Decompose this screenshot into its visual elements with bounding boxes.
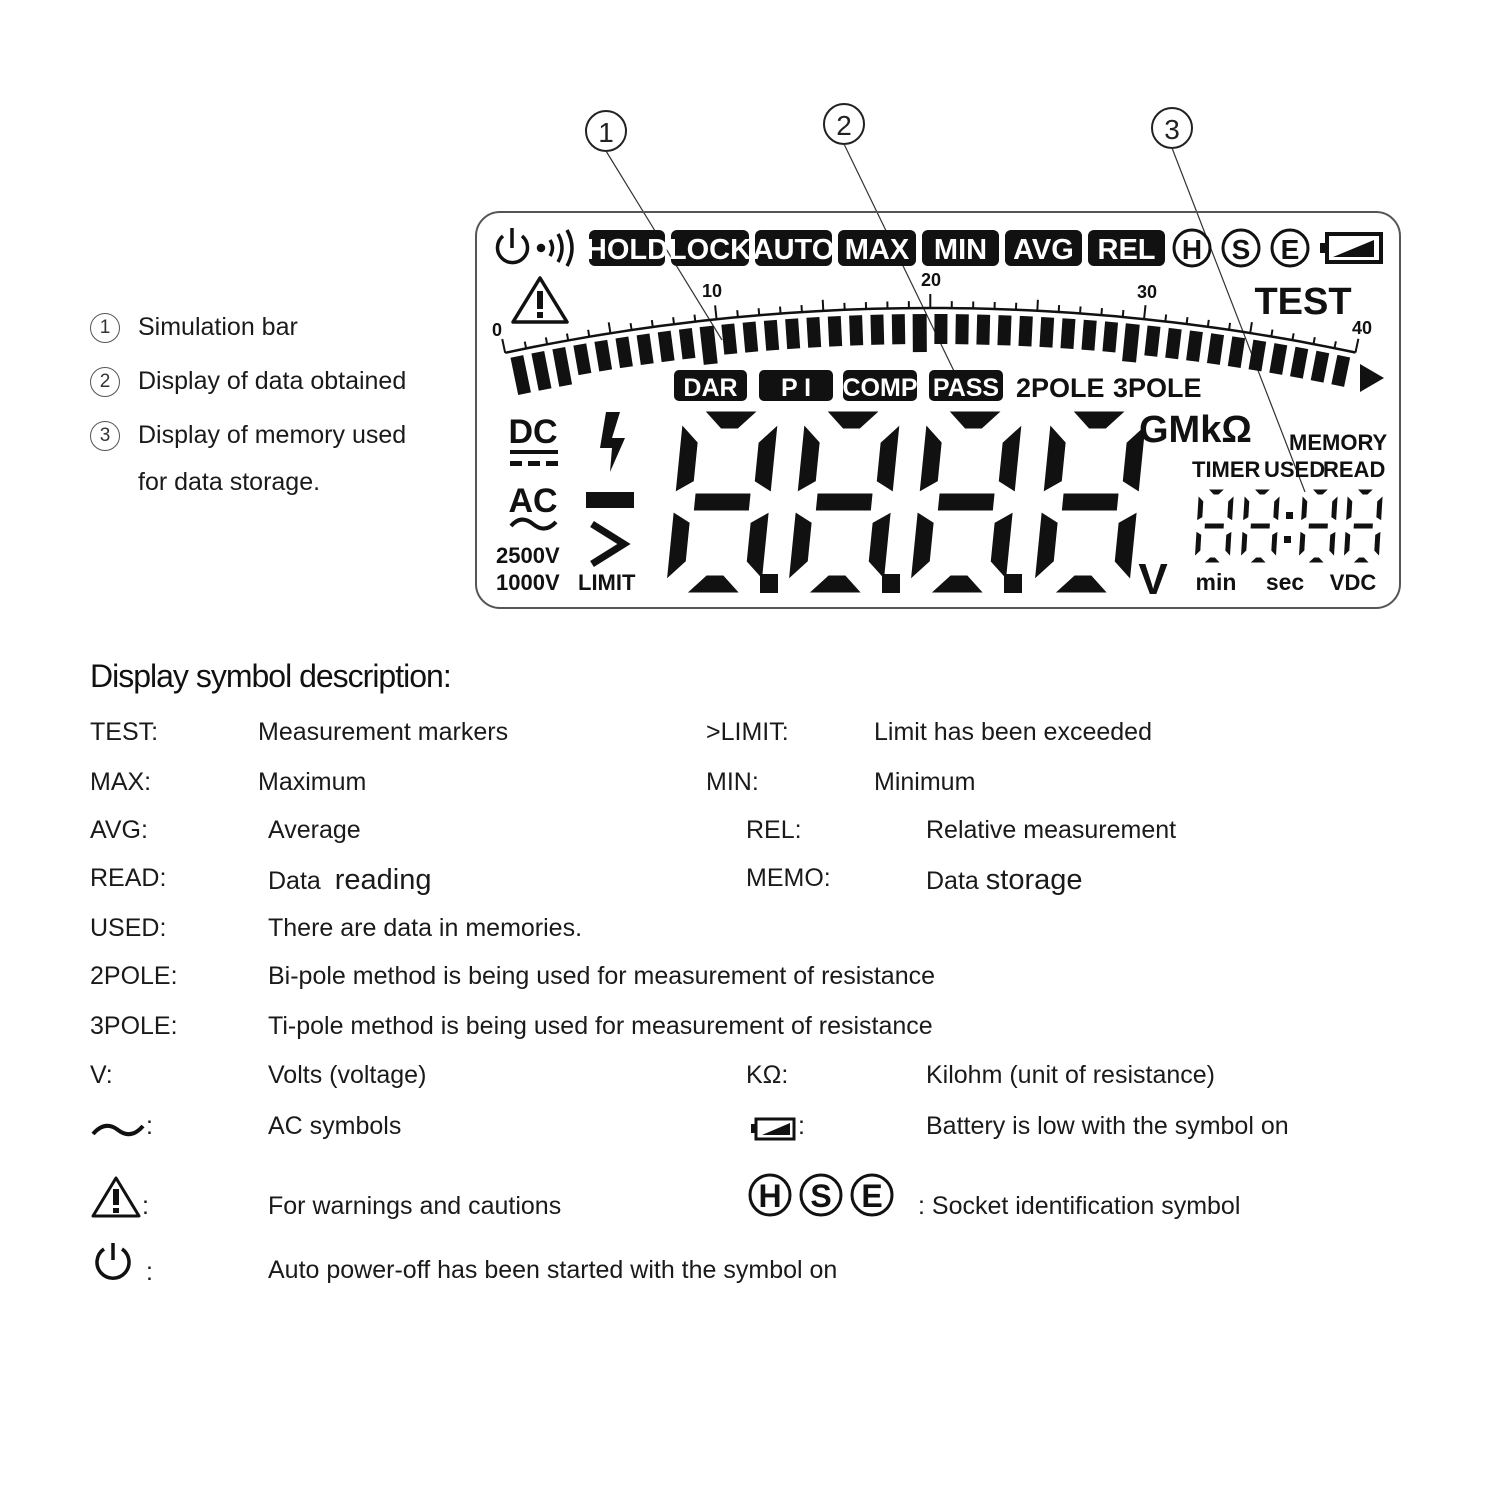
scale-segment xyxy=(1317,352,1323,381)
badge-hold xyxy=(586,230,668,266)
scale-segment xyxy=(1296,348,1301,378)
socket-h-icon xyxy=(1174,230,1210,266)
callout-1 xyxy=(586,111,722,340)
desc-power-value: Auto power-off has been started with the symbol on xyxy=(268,1256,838,1284)
scale-segment xyxy=(622,338,627,368)
dc-label: DC xyxy=(508,413,558,451)
desc-avg-key: AVG: xyxy=(90,816,148,844)
scale-segment xyxy=(517,356,525,393)
scale-segment xyxy=(728,324,731,354)
svg-text:E: E xyxy=(861,1178,883,1214)
desc-battery-value: Battery is low with the symbol on xyxy=(926,1112,1289,1140)
scale-segment xyxy=(1276,344,1281,374)
v1000-label: 1000V xyxy=(496,570,560,595)
ac-label: AC xyxy=(508,482,558,520)
desc-read-key: READ: xyxy=(90,864,167,892)
scale-segment xyxy=(538,352,545,389)
timer-digit xyxy=(1193,488,1235,564)
scale-tick-0: 0 xyxy=(491,320,503,340)
scale-segment xyxy=(1129,324,1133,362)
scale-segment xyxy=(1046,317,1048,347)
scale-segment xyxy=(1255,341,1260,371)
scale-segment xyxy=(559,348,566,385)
svg-text:AVG: AVG xyxy=(1013,234,1074,266)
top-badges xyxy=(586,230,1165,266)
scale-segment xyxy=(983,315,984,345)
scale-segment xyxy=(770,320,772,350)
legend-item-3: 3 Display of memory used xyxy=(90,421,406,451)
desc-ac-colon: : xyxy=(146,1112,153,1140)
main-digit xyxy=(787,410,901,594)
main-digit xyxy=(909,410,1023,594)
desc-power-colon: : xyxy=(146,1258,153,1286)
desc-min-key: MIN: xyxy=(706,768,759,796)
badge-pass xyxy=(929,370,1003,402)
badge-avg xyxy=(1005,230,1082,266)
timer-digit xyxy=(1239,488,1281,564)
decimal-point xyxy=(760,574,778,593)
desc-limit-key: >LIMIT: xyxy=(706,718,789,746)
scale-tick-20: 20 xyxy=(920,270,942,290)
warning-icon xyxy=(513,278,567,322)
svg-text:REL: REL xyxy=(1097,234,1156,266)
dc-dashes xyxy=(510,461,558,466)
desc-v-value: Volts (voltage) xyxy=(268,1061,427,1089)
desc-used-value: There are data in memories. xyxy=(268,914,583,942)
scale-baseline xyxy=(505,308,1355,353)
scale-segment xyxy=(792,319,794,349)
timer-display xyxy=(1193,488,1384,564)
socket-s-icon xyxy=(1223,230,1259,266)
desc-ac-value: AC symbols xyxy=(268,1112,402,1140)
scale-tick-30: 30 xyxy=(1136,282,1158,302)
desc-warning-value: For warnings and cautions xyxy=(268,1192,562,1220)
legend-item-3-cont: for data storage. xyxy=(138,468,321,496)
scale-segment xyxy=(1172,329,1176,359)
high-voltage-icon xyxy=(600,412,625,472)
desc-3pole-value: Ti-pole method is being used for measurement of resistance xyxy=(268,1012,933,1040)
scale-tick-40: 40 xyxy=(1351,318,1373,338)
warning-symbol-icon xyxy=(90,1175,142,1219)
desc-avg-value: Average xyxy=(268,816,361,844)
pole2-label: 2POLE xyxy=(1016,373,1105,403)
decimal-point xyxy=(1004,574,1022,593)
scale-segment xyxy=(877,315,878,345)
timer-digit xyxy=(1297,488,1339,564)
minus-sign xyxy=(586,492,634,508)
desc-test-value: Measurement markers xyxy=(258,718,509,746)
desc-2pole-value: Bi-pole method is being used for measurement of resistance xyxy=(268,962,936,990)
scale-segment xyxy=(1004,315,1005,345)
scale-segment xyxy=(1151,326,1154,356)
read-label: READ xyxy=(1323,457,1386,482)
scale-segment xyxy=(1213,334,1217,364)
scale-segment xyxy=(1338,356,1344,385)
scale-segment xyxy=(643,334,647,364)
used-label: USED xyxy=(1264,457,1326,482)
description-title: Display symbol description: xyxy=(90,658,451,694)
scale-segment xyxy=(707,326,711,364)
vdc-label: VDC xyxy=(1329,570,1377,595)
battery-icon xyxy=(1320,234,1381,262)
main-display xyxy=(665,410,1147,594)
power-icon xyxy=(498,228,528,263)
scale-segment xyxy=(834,316,835,346)
ac-symbol-icon xyxy=(90,1118,146,1142)
desc-limit-value: Limit has been exceeded xyxy=(874,718,1152,746)
ac-wave-icon xyxy=(511,519,556,528)
svg-text:MIN: MIN xyxy=(933,234,988,266)
desc-max-key: MAX: xyxy=(90,768,152,796)
socket-e-icon xyxy=(1272,230,1308,266)
desc-memo-key: MEMO: xyxy=(746,864,831,892)
svg-text:S: S xyxy=(1231,234,1251,265)
scale-segment xyxy=(1088,320,1090,350)
limit-label: LIMIT xyxy=(578,570,636,595)
units-label: GMkΩ xyxy=(1139,409,1252,451)
badge-comp xyxy=(843,370,918,402)
scale-segment xyxy=(1234,337,1239,367)
timer-digit xyxy=(1342,488,1384,564)
power-off-symbol-icon xyxy=(92,1240,134,1282)
scale-arrow-icon xyxy=(1360,364,1384,392)
greater-than-sign xyxy=(592,524,624,564)
desc-memo-value: Data storage xyxy=(926,864,1083,896)
test-marker: TEST xyxy=(1254,281,1352,323)
desc-kohm-key: KΩ: xyxy=(746,1061,789,1089)
desc-max-value: Maximum xyxy=(258,768,367,796)
badge-rel xyxy=(1088,230,1165,266)
scale-segment xyxy=(1067,319,1069,349)
badge-dar xyxy=(674,370,747,402)
scale-segment xyxy=(601,341,606,371)
main-digit xyxy=(665,410,779,594)
svg-text:P I: P I xyxy=(780,374,812,402)
svg-text:S: S xyxy=(810,1178,832,1214)
scale-segment xyxy=(856,315,857,345)
desc-test-key: TEST: xyxy=(90,718,159,746)
desc-3pole-key: 3POLE: xyxy=(90,1012,178,1040)
pole3-label: 3POLE xyxy=(1113,373,1202,403)
decimal-point xyxy=(882,574,900,593)
scale-segment xyxy=(749,322,752,352)
svg-text:AUTO: AUTO xyxy=(752,234,835,266)
svg-text:PASS: PASS xyxy=(932,374,1000,402)
scale-segment xyxy=(580,344,585,374)
scale-segment xyxy=(664,332,668,362)
svg-text:DAR: DAR xyxy=(683,374,738,402)
desc-2pole-key: 2POLE: xyxy=(90,962,178,990)
main-digit xyxy=(1033,410,1147,594)
svg-text:H: H xyxy=(758,1178,782,1214)
scale-segment xyxy=(685,329,689,359)
badge-max xyxy=(838,230,916,266)
svg-text:H: H xyxy=(1181,234,1203,265)
badge-auto xyxy=(753,230,835,266)
v2500-label: 2500V xyxy=(496,543,560,568)
svg-text:E: E xyxy=(1280,234,1300,265)
timer-label: TIMER xyxy=(1192,457,1261,482)
scale-segment xyxy=(1025,316,1026,346)
callout-2-label: 2 xyxy=(836,110,852,141)
svg-text:LOCK: LOCK xyxy=(668,234,752,266)
desc-v-key: V: xyxy=(90,1061,113,1089)
desc-kohm-value: Kilohm (unit of resistance) xyxy=(926,1061,1216,1089)
unit-v-label: V xyxy=(1138,555,1168,604)
desc-used-key: USED: xyxy=(90,914,167,942)
sec-label: sec xyxy=(1265,569,1305,595)
scale-tick-10: 10 xyxy=(701,281,723,301)
min-label: min xyxy=(1195,569,1237,595)
beeper-icon xyxy=(539,230,573,266)
badge-min xyxy=(922,230,999,266)
svg-text:MAX: MAX xyxy=(844,234,910,266)
mid-badges xyxy=(674,370,1003,402)
svg-text:HOLD: HOLD xyxy=(585,234,669,266)
memory-label: MEMORY xyxy=(1289,430,1388,455)
desc-battery-colon: : xyxy=(798,1112,805,1140)
desc-warning-colon: : xyxy=(142,1192,149,1220)
scale-segment xyxy=(1193,331,1197,361)
badge-lock xyxy=(669,230,751,266)
desc-read-value: Data reading xyxy=(268,864,432,896)
desc-rel-key: REL: xyxy=(746,816,802,844)
battery-low-icon xyxy=(750,1116,798,1142)
badge-pi xyxy=(759,370,833,402)
desc-rel-value: Relative measurement xyxy=(926,816,1177,844)
desc-min-value: Minimum xyxy=(874,768,976,796)
desc-socket-value: : Socket identification symbol xyxy=(918,1192,1241,1220)
callout-1-label: 1 xyxy=(598,117,614,148)
scale-segment xyxy=(813,317,815,347)
timer-colon xyxy=(1286,512,1293,519)
callout-3-label: 3 xyxy=(1164,114,1180,145)
legend-item-2: 2 Display of data obtained xyxy=(90,367,406,397)
scale-segment xyxy=(1109,322,1112,352)
legend-item-1: 1 Simulation bar xyxy=(90,313,298,343)
socket-symbols-icon xyxy=(748,1172,898,1220)
svg-text:COMP: COMP xyxy=(842,374,918,402)
